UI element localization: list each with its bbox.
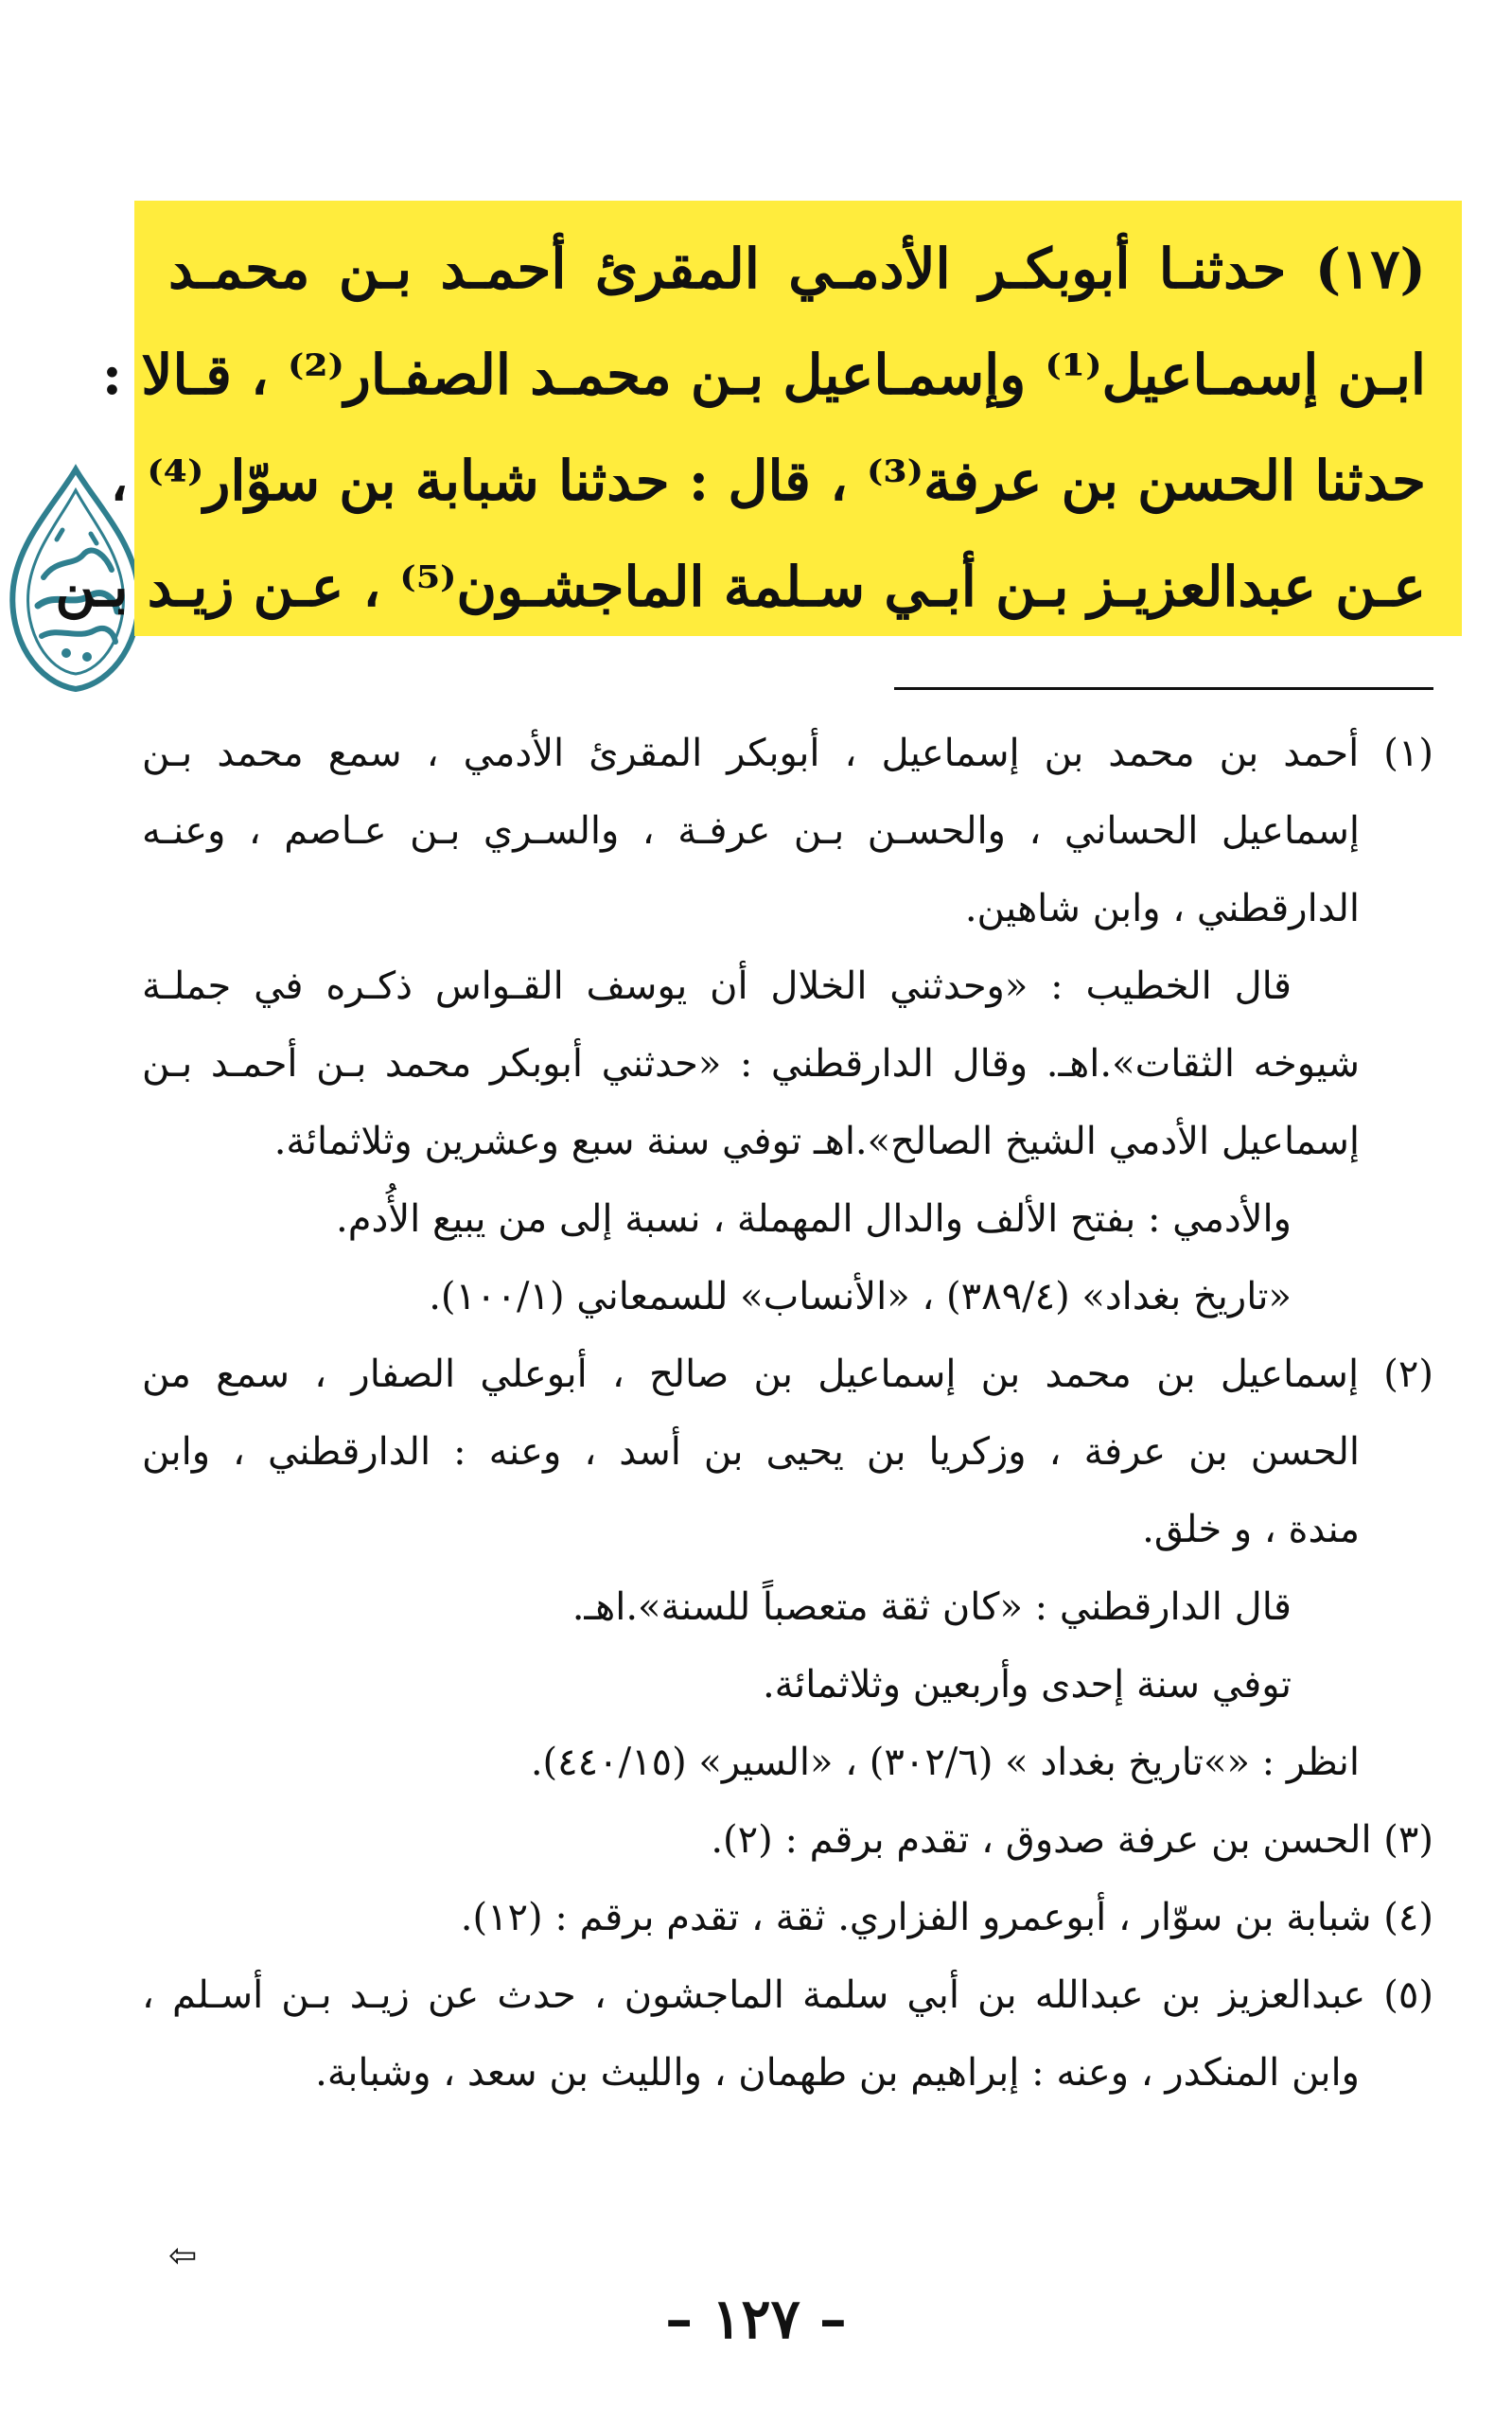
footnotes xyxy=(142,715,1433,2112)
footnote-5-line: (٥) عبدالعزيز بن عبدالله بن أبي سلمة الماجشون ، حدث عن زيـد بـن أسـلم ، xyxy=(142,1973,1434,2017)
footnote-2-line: توفي سنة إحدى وأربعين وثلاثمائة. xyxy=(762,1663,1292,1707)
footnote-1-line: إسماعيل الحساني ، والحسـن بـن عرفـة ، والسـري بـن عـاصم ، وعنـه xyxy=(142,809,1360,853)
footnote-1-source: «تاريخ بغداد» (٣٨٩/٤) ، «الأنساب» للسمعاني (١٠٠/١). xyxy=(429,1275,1292,1318)
footnote-2-line: قال الدارقطني : «كان ثقة متعصباً للسنة».اهـ. xyxy=(571,1585,1292,1629)
footnote-2-line: (٢) إسماعيل بن محمد بن إسماعيل بن صالح ، أبوعلي الصفار ، سمع من xyxy=(142,1353,1433,1396)
hadith-line-2: ابـن إسمـاعيل⁽¹⁾ وإسمـاعيل بـن محمـد الصفـار⁽²⁾ ، قـالا : xyxy=(101,343,1426,407)
hadith-text-block xyxy=(55,201,1462,636)
footnote-1-line: إسماعيل الأدمي الشيخ الصالح».اهـ توفي سنة سبع وعشرين وثلاثمائة. xyxy=(273,1120,1360,1163)
footnote-1-line: (١) أحمد بن محمد بن إسماعيل ، أبوبكر المقرئ الأدمي ، سمع محمد بـن xyxy=(142,732,1433,775)
footnote-2-source: انظر : «»تاريخ بغداد » (٣٠٢/٦) ، «السير» (٤٤٠/١٥). xyxy=(530,1741,1360,1784)
footnote-separator xyxy=(894,687,1433,690)
page-number: – ١٢٧ – xyxy=(665,2287,847,2351)
hadith-line-1: (١٧) حدثنـا أبوبكـر الأدمـي المقرئ أحمـد بـن محمـد xyxy=(168,237,1426,301)
footnote-1-line: والأدمي : بفتح الألف والدال المهملة ، نسبة إلى من يبيع الأُدم. xyxy=(336,1197,1292,1241)
footnote-4: (٤) شبابة بن سوّار ، أبوعمرو الفزاري. ثقة ، تقدم برقم : (١٢). xyxy=(460,1896,1433,1939)
footnote-1-line: قال الخطيب : «وحدثني الخلال أن يوسف القـواس ذكـره في جملـة xyxy=(142,964,1292,1008)
footnote-3: (٣) الحسن بن عرفة صدوق ، تقدم برقم : (٢). xyxy=(711,1818,1433,1862)
footnote-1-line: شيوخه الثقات».اهـ. وقال الدارقطني : «حدثني أبوبكر محمد بـن أحمـد بـن xyxy=(142,1042,1361,1086)
hadith-line-3: حدثنا الحسن بن عرفة⁽³⁾ ، قال : حدثنا شبابة بن سوّار⁽⁴⁾ ، xyxy=(110,449,1426,513)
hadith-line-4: عـن عبدالعزيـز بـن أبـي سـلمة الماجشـون⁽⁵⁾ ، عـن زيـد بـن xyxy=(55,555,1426,619)
continue-arrow-icon: ⇦ xyxy=(168,2237,198,2275)
footnote-2-line: مندة ، و خلق. xyxy=(1142,1508,1360,1551)
footnote-5-line: وابن المنكدر ، وعنه : إبراهيم بن طهمان ، والليث بن سعد ، وشبابة. xyxy=(315,2051,1360,2095)
footnote-1-line: الدارقطني ، وابن شاهين. xyxy=(964,887,1360,930)
footnote-2-line: الحسن بن عرفة ، وزكريا بن يحيى بن أسد ، وعنه : الدارقطني ، وابن xyxy=(142,1430,1360,1474)
